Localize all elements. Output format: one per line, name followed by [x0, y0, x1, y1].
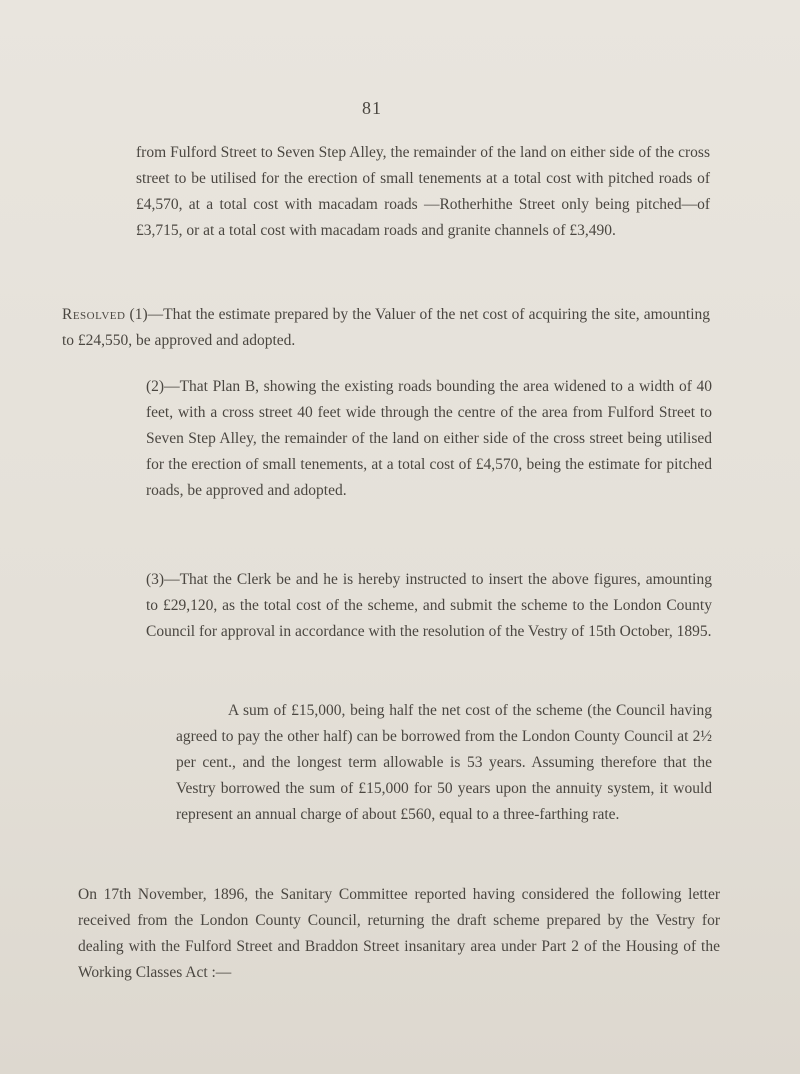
resolved-label: Resolved	[62, 306, 126, 323]
page-number: 81	[362, 98, 382, 118]
november-report-paragraph: On 17th November, 1896, the Sanitary Committee reported having considered the following letter received from the London County Council, returning the draft scheme prepared by the Vestry for dealing with the Fulford Street and Braddon Street insanitary area under Part 2 of the Housing of the Working Classes Act :—	[78, 886, 720, 981]
resolution-3-paragraph: (3)—That the Clerk be and he is hereby instructed to insert the above figures, amounting to £29,120, as the total cost of the scheme, and submit the scheme to the London County Council for approval in accordance with the resolution of the Vestry of 15th October, 1895.	[146, 571, 712, 640]
loan-note-text: A sum of £15,000, being half the net cost of the scheme (the Council having agreed to pay the other half) can be borrowed from the London County Council at 2½ per cent., and the longest term allowable is 53 years. Assuming therefore that the Vestry borrowed the sum of £15,000 for 50 years upon the annuity system, it would represent an annual charge of about £560, equal to a three-farthing rate.	[176, 702, 712, 823]
intro-paragraph: from Fulford Street to Seven Step Alley, the remainder of the land on either side of the cross street to be utilised for the erection of small tenements at a total cost with pitched roads of £4,570, at a total cost with macadam roads —Rotherhithe Street only being pitched—of £3,715, or at a total cost with macadam roads and granite channels of £3,490.	[136, 144, 710, 239]
resolution-2-paragraph: (2)—That Plan B, showing the existing roads bounding the area widened to a width of 40 feet, with a cross street 40 feet wide through the centre of the area from Fulford Street to Seven Step Alley, the remainder of the land on either side of the cross street being utilised for the erection of small tenements, at a total cost of £4,570, being the estimate for pitched roads, be approved and adopted.	[146, 378, 712, 499]
loan-note-paragraph	[176, 698, 712, 828]
resolution-1-paragraph	[62, 302, 710, 354]
resolution-1-text: (1)—That the estimate prepared by the Valuer of the net cost of acquiring the site, amounting to £24,550, be approved and adopted.	[62, 306, 711, 349]
